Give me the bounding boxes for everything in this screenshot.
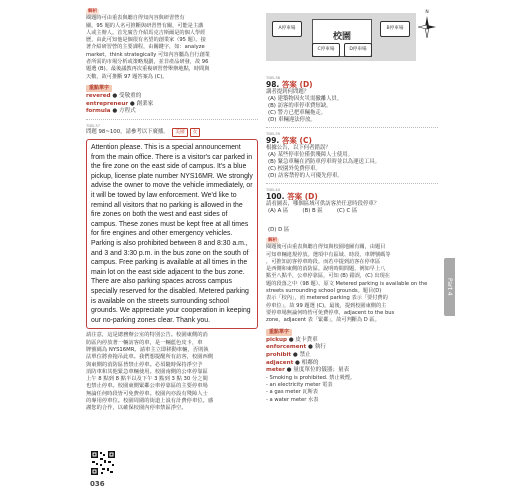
right-column bbox=[266, 8, 438, 404]
vocab-word: enforcement bbox=[266, 344, 307, 351]
q99-answer: 答案 (C) bbox=[281, 136, 312, 145]
vocab-word: meter bbox=[266, 367, 285, 374]
translation-text bbox=[86, 332, 258, 412]
answer-option: (C) C 區 bbox=[336, 208, 358, 214]
vocab-meaning: ● 皮卡貨車 bbox=[286, 336, 318, 343]
track-number: TDB-37 bbox=[86, 123, 101, 129]
campus-map bbox=[266, 9, 438, 75]
vocab-meaning: ● 相鄰的 bbox=[293, 359, 319, 366]
zone-c: C停車場 bbox=[312, 43, 340, 57]
vocab-meaning: ● 禁止 bbox=[291, 352, 311, 359]
vocab-meaning: ● 量度單位的儀器；量表 bbox=[284, 367, 350, 374]
campus-label: 校園 bbox=[332, 32, 351, 43]
zone-b: B停車場 bbox=[380, 21, 410, 37]
answer-option: (B) 緊急車輛在消防車停車時並以為運送工具。 bbox=[268, 159, 381, 165]
vocab-word: adjacent bbox=[266, 359, 294, 366]
explanation-line: zone，adjacent 表「緊鄰」，故可判斷為 D 區。 bbox=[266, 317, 380, 324]
answer-option: (C) 校園外免費停車。 bbox=[268, 166, 321, 172]
vocab-meaning: ● 執行 bbox=[306, 344, 326, 351]
divider bbox=[266, 183, 438, 184]
explanation-line: 者所需的市場分析或策略規劃，並非產品研發，故 96 bbox=[86, 59, 209, 66]
explanation-tag: 解析 bbox=[88, 9, 98, 14]
explanation-line: 可知車輛違規停放。選項中有區域、時段、車牌號碼等 bbox=[266, 251, 391, 258]
vocab-list bbox=[86, 93, 258, 116]
q99-number: 99. bbox=[266, 136, 280, 145]
zone-d: D停車場 bbox=[344, 43, 372, 57]
accent-tag: 美國 bbox=[172, 128, 187, 137]
vocab-item bbox=[86, 108, 258, 116]
vocab-meaning: ● 受敬重的 bbox=[110, 93, 142, 100]
vocab-example: - Smoking is prohibited. 禁止吸煙。 bbox=[266, 374, 356, 381]
vocab-meaning: ● 創業家 bbox=[128, 100, 154, 107]
translation-line: 防區內停放著一輛訪客的車，是一輛藍色皮卡，車 bbox=[86, 339, 203, 346]
explanation-line: 閱題後可由重表與聽自得知與校園地圖有關，由題目 bbox=[266, 244, 386, 251]
vocab-list-right bbox=[266, 337, 438, 404]
answer-option: (D) D 區 bbox=[268, 227, 290, 233]
explanation-line: 著介紹研習營的主要課程，由關鍵字，如：analyze bbox=[86, 44, 205, 51]
explanation-line: market，think strategically 可知內容屬為自行創業 bbox=[86, 51, 210, 58]
explanation-tag-right: 解析 bbox=[268, 238, 278, 243]
q100-answer: 答案 (D) bbox=[287, 192, 318, 201]
vocab-meaning: ● 方程式 bbox=[110, 108, 136, 115]
explanation-line: 要停車場無論何時皆可免費停車，adjacent to the bus bbox=[266, 309, 395, 316]
q100-number: 100. bbox=[266, 192, 285, 201]
vocab-label-right: 重點單字 bbox=[266, 329, 292, 336]
answer-option: (B) B 區 bbox=[302, 208, 323, 214]
compass-rose-icon bbox=[418, 16, 436, 38]
vocab-item bbox=[266, 344, 438, 352]
answer-option: (A) 建築物因火災需撤離人員。 bbox=[268, 96, 343, 102]
q100-options bbox=[266, 208, 386, 234]
explanation-line: 停車位」，故 99 題選 (C)。最後，提到校園東側的主 bbox=[266, 302, 387, 309]
page-number: 036 bbox=[90, 480, 105, 488]
zone-a: A停車場 bbox=[272, 21, 302, 37]
compass-north: N bbox=[425, 10, 429, 15]
vocab-example: - an electricity meter 電表 bbox=[266, 382, 333, 389]
vocab-word: pickup bbox=[266, 336, 287, 343]
left-column bbox=[86, 8, 258, 413]
q98-track: TDB-38 bbox=[266, 75, 281, 80]
q98-stem: 講者提到何問題？ bbox=[266, 89, 310, 95]
explanation-line: 題的段落之中（98 題）。原文 Metered parking is available on the bbox=[266, 280, 428, 287]
explanation-text bbox=[86, 15, 258, 81]
q100-track: TDB-40 bbox=[266, 187, 281, 192]
answer-option: (B) 訪客的車停車費短缺。 bbox=[268, 103, 332, 109]
answer-option: (C) 警方已把車輛拖走。 bbox=[268, 110, 327, 116]
translation-line: 消防車和其他緊急車輛使用。校園南側的公車停靠區 bbox=[86, 368, 208, 375]
q98-answer: 答案 (D) bbox=[281, 80, 313, 89]
side-tab: Part 4 bbox=[444, 258, 455, 316]
vocab-word: prohibit bbox=[266, 352, 292, 359]
q100-stem: 請看圖表，哪個區域可供訪客於任意時段停車？ bbox=[266, 201, 380, 207]
answer-option: (D) 訪客禁停的人可優先停車。 bbox=[268, 173, 343, 179]
vocab-item bbox=[266, 367, 438, 375]
explanation-block-right bbox=[266, 237, 438, 325]
divider bbox=[86, 119, 258, 120]
translation-line: 的專用停車位。校園周圍的街道上設有計費停車位。感 bbox=[86, 398, 214, 404]
qr-code-icon bbox=[90, 450, 116, 476]
gender-tag: 女 bbox=[190, 128, 201, 137]
explanation-line: streets surrounding school grounds。題目(D) bbox=[266, 288, 382, 295]
divider bbox=[266, 127, 438, 128]
vocab-example: - a gas meter 瓦斯表 bbox=[266, 389, 318, 396]
explanation-line: 歷，由此可知他是個很有名望的創業家（95 題）。接 bbox=[86, 37, 206, 44]
vocab-word: revered bbox=[86, 93, 111, 100]
q98-options bbox=[266, 96, 438, 124]
translation-line: 請注意，這是總務辦公室的特別公告。校園東側的消 bbox=[86, 332, 208, 339]
answer-option: (D) 車輛違法停放。 bbox=[268, 117, 316, 123]
question-intro: 問題 98~100，請參考以下廣播。 bbox=[86, 129, 169, 136]
translation-line: 法單位將會拖吊此車。我們想提醒所有訪客，校園西側 bbox=[86, 354, 214, 361]
q98-number: 98. bbox=[266, 80, 280, 89]
explanation-line: 是西側和東側的消防區。說明時間問題，例如早上八 bbox=[266, 266, 386, 273]
explanation-line: 人或主辦人。首先廣告介紹馬克吉斯爾是的個人學經 bbox=[86, 29, 206, 36]
explanation-line: 關。95 題的人名可推斷與研習營有關，可能是主講 bbox=[86, 22, 204, 29]
explanation-line: 閱題時可由重表與聽自得知內容與研習營有 bbox=[86, 15, 185, 22]
vocab-item bbox=[86, 93, 258, 101]
explanation-line: 點至八點半，公車停靠區，可知 (B) 錯誤，(C) 出現在 bbox=[266, 273, 390, 280]
passage-box: Attention please. This is a special announcement from the main office. There is a visitor's car parked in the fire zone on the east side of campus. It's a blue pickup, license plate number NYS16MR. We strongly advise the owner to move the vehicle immediately, or it will be towed by law enforcement. We'd like to remind all visitors that no parking is allowed in the fire zones on both the west and east sides of campus. These zones must be kept free at all times for fire engines and other emergency vehicles. Parking is also prohibited between 8 and 8:30 a.m., and 3 and 3:30 p.m. in the bus zone on the south of campus. Free parking is available at all times in the main lot on the east side adjacent to the bus zone. There are also parking spaces across campus specially reserved for the disabled. Metered parking is available on the streets surrounding school grounds. We appreciate your cooperation in keeping our no-parking zones clear. Thank you. bbox=[86, 139, 258, 329]
vocab-item bbox=[266, 352, 438, 360]
explanation-block bbox=[86, 8, 258, 81]
q99-options bbox=[266, 152, 438, 180]
vocab-word: formula bbox=[86, 108, 111, 115]
vocab-label: 重點單字 bbox=[86, 85, 112, 92]
q99-stem: 根據公告，以下何者錯誤？ bbox=[266, 145, 331, 151]
explanation-line: 表示「校內」，而 metered parking 表示「要付費的 bbox=[266, 295, 388, 302]
compass bbox=[418, 9, 436, 41]
translation-line: 上午 8 點到 8 點半以及下午 3 點到 3 點 30 分之間 bbox=[86, 376, 208, 383]
explanation-line: ，可推知訪客停車時段。而若中提到訪客在停車區 bbox=[266, 258, 381, 265]
q99-track: TDB-39 bbox=[266, 131, 281, 136]
question-98 bbox=[266, 75, 438, 124]
answer-option: (A) 某些停車位僅供殘障人士使用。 bbox=[268, 152, 354, 158]
translation-line: 牌號碼為 NYS16MR。請車主立即移動車輛，否則執 bbox=[86, 346, 209, 353]
vocab-example: - a water meter 水表 bbox=[266, 396, 319, 403]
translation-line: 無論任何時段皆可免費停車。校園內亦設有殘障人士 bbox=[86, 390, 208, 397]
translation-line: 與東側的消防區皆禁止停車。必須隨時保持淨空予 bbox=[86, 361, 203, 368]
explanation-line: 題選 (B)。最後議教再次重複研習營舉辦地點，時間與 bbox=[86, 66, 210, 73]
explanation-line: 天數，故可推斷 97 題答案為 (C)。 bbox=[86, 73, 168, 80]
question-100 bbox=[266, 187, 438, 234]
answer-option: (A) A 區 bbox=[268, 208, 289, 214]
translation-line: 也禁止停車。校園東側緊鄰公車停靠區的主要停車場 bbox=[86, 383, 208, 390]
question-99 bbox=[266, 131, 438, 180]
translation-line: 謝您的合作，以確保校園內停車禁區淨空。 bbox=[86, 405, 187, 412]
explanation-text-right bbox=[266, 244, 438, 324]
vocab-word: entrepreneur bbox=[86, 100, 129, 107]
